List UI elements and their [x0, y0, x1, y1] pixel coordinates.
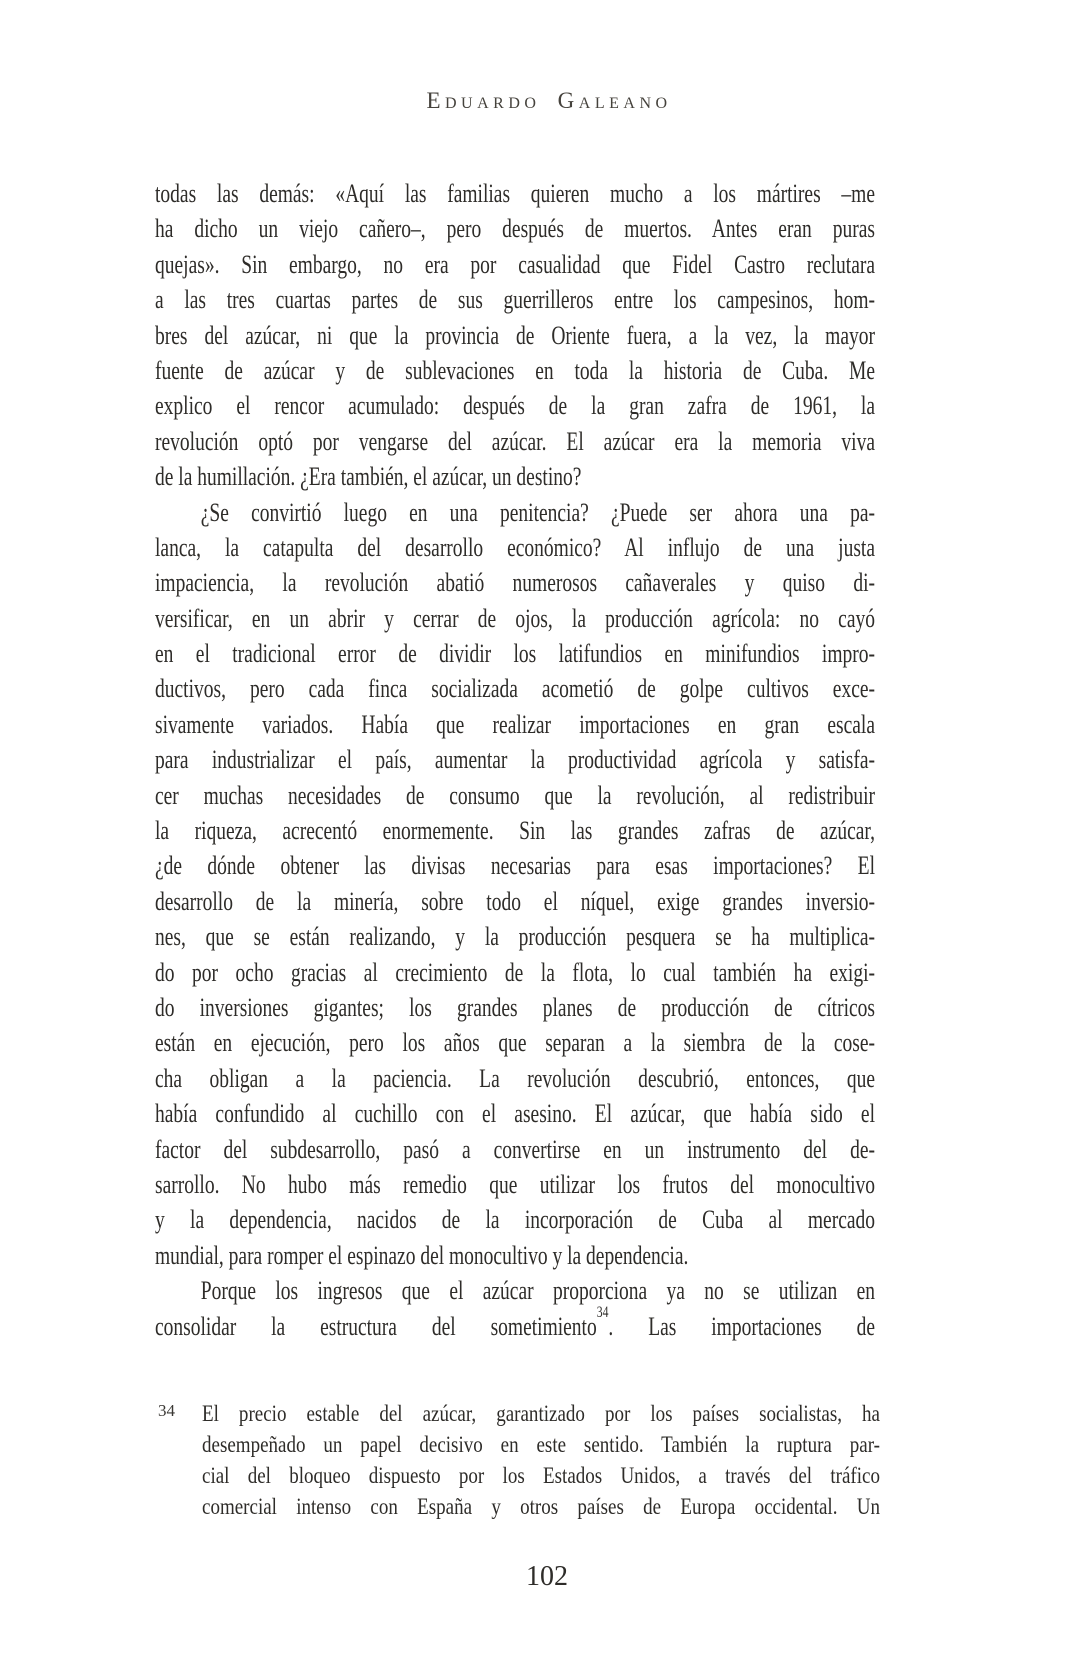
- text-line: ductivos, pero cada finca socializada acometió de golpe cultivos exce-: [155, 674, 875, 704]
- text-line: sivamente variados. Había que realizar importaciones en gran escala: [155, 709, 875, 739]
- footnote-marker: 34: [158, 1401, 175, 1420]
- page-number: 102: [526, 1561, 568, 1592]
- text-line: comercial intenso con España y otros países de Europa occidental. Un: [202, 1494, 880, 1519]
- text-line: ¿Se convirtió luego en una penitencia? ¿Puede ser ahora una pa-: [200, 497, 875, 527]
- text-line: fuente de azúcar y de sublevaciones en toda la historia de Cuba. Me: [155, 355, 875, 385]
- text-line: mundial, para romper el espinazo del monocultivo y la dependencia.: [155, 1240, 689, 1270]
- body-text: [155, 176, 875, 1344]
- text-line: do por ocho gracias al crecimiento de la flota, lo cual también ha exigi-: [155, 957, 875, 987]
- text-line: El precio estable del azúcar, garantizado por los países socialistas, ha: [202, 1401, 880, 1426]
- footnote: [202, 1398, 880, 1522]
- text-line: de la humillación. ¿Era también, el azúcar, un destino?: [155, 462, 582, 492]
- text-line: todas las demás: «Aquí las familias quieren mucho a los mártires –me: [155, 179, 875, 208]
- text-line: ha dicho un viejo cañero–, pero después de muertos. Antes eran puras: [155, 214, 875, 244]
- text-line: sarrollo. No hubo más remedio que utilizar los frutos del monocultivo: [155, 1169, 875, 1199]
- text-line: cial del bloqueo dispuesto por los Estados Unidos, a través del tráfico: [202, 1463, 880, 1488]
- paragraph: [155, 176, 875, 495]
- text-line: desarrollo de la minería, sobre todo el níquel, exige grandes inversio-: [155, 886, 875, 916]
- paragraph: [155, 1273, 875, 1344]
- text-line: a las tres cuartas partes de sus guerrilleros entre los campesinos, hom-: [155, 285, 875, 315]
- paragraph: [155, 495, 875, 1274]
- text-segment: consolidar la estructura del sometimiento: [155, 1311, 597, 1341]
- text-line: lanca, la catapulta del desarrollo económico? Al influjo de una justa: [155, 532, 875, 562]
- text-segment: . Las importaciones de: [608, 1311, 876, 1341]
- text-line: cer muchas necesidades de consumo que la revolución, al redistribuir: [155, 780, 875, 810]
- text-line: do inversiones gigantes; los grandes planes de producción de cítricos: [155, 992, 875, 1022]
- text-line: y la dependencia, nacidos de la incorporación de Cuba al mercado: [155, 1205, 875, 1235]
- text-line: quejas». Sin embargo, no era por casualidad que Fidel Castro reclutara: [155, 249, 875, 279]
- text-line: versificar, en un abrir y cerrar de ojos, la producción agrícola: no cayó: [155, 603, 875, 633]
- text-line: [155, 1304, 876, 1344]
- footnote-text: [202, 1398, 880, 1522]
- text-line: nes, que se están realizando, y la producción pesquera se ha multiplica-: [155, 922, 875, 952]
- text-line: cha obligan a la paciencia. La revolución descubrió, entonces, que: [155, 1063, 875, 1093]
- text-line: en el tradicional error de dividir los latifundios en minifundios impro-: [155, 639, 875, 669]
- text-line: ¿de dónde obtener las divisas necesarias para esas importaciones? El: [155, 851, 875, 881]
- text-line: había confundido al cuchillo con el asesino. El azúcar, que había sido el: [155, 1099, 875, 1129]
- text-line: desempeñado un papel decisivo en este sentido. También la ruptura par-: [202, 1432, 880, 1457]
- text-line: revolución optó por vengarse del azúcar. El azúcar era la memoria viva: [155, 426, 875, 456]
- text-line: la riqueza, acrecentó enormemente. Sin las grandes zafras de azúcar,: [155, 816, 875, 846]
- footnote-reference: 34: [596, 1304, 609, 1322]
- text-line: explico el rencor acumulado: después de la gran zafra de 1961, la: [155, 391, 875, 421]
- running-header: Eduardo Galeano: [426, 88, 672, 113]
- text-line: factor del subdesarrollo, pasó a convertirse en un instrumento del de-: [155, 1134, 875, 1164]
- text-line: para industrializar el país, aumentar la productividad agrícola y satisfa-: [155, 745, 875, 775]
- text-line: Porque los ingresos que el azúcar proporciona ya no se utilizan en: [200, 1276, 875, 1306]
- text-line: están en ejecución, pero los años que separan a la siembra de la cose-: [155, 1028, 875, 1058]
- text-line: bres del azúcar, ni que la provincia de Oriente fuera, a la vez, la mayor: [155, 320, 875, 350]
- text-line: impaciencia, la revolución abatió numerosos cañaverales y quiso di-: [155, 568, 875, 598]
